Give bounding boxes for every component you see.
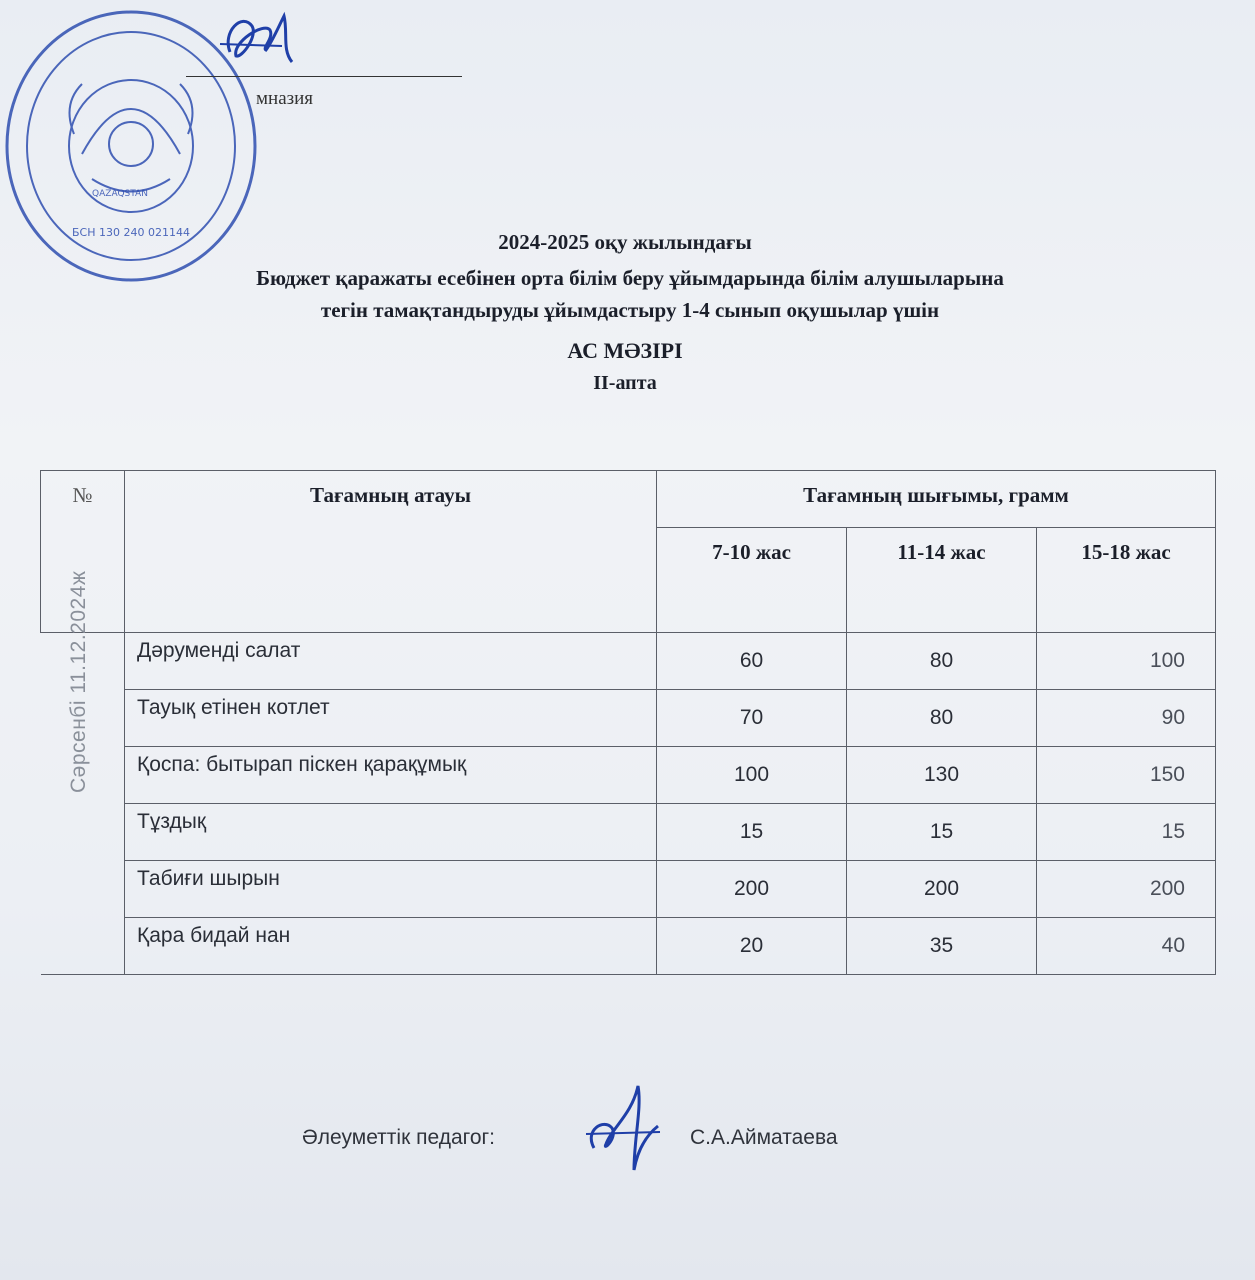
yield-15-18: 100 [1037, 633, 1216, 690]
dish-name: Тұздық [125, 804, 657, 861]
svg-text:БСН 130 240 021144: БСН 130 240 021144 [72, 226, 190, 239]
yield-11-14: 80 [847, 690, 1037, 747]
academic-year: 2024-2025 оқу жылындағы [498, 230, 752, 254]
dish-name: Табиғи шырын [125, 861, 657, 918]
header-age-15-18: 15-18 жас [1037, 528, 1216, 633]
header-age-11-14: 11-14 жас [847, 528, 1037, 633]
week-label: ІІ-апта [593, 372, 657, 394]
yield-11-14: 15 [847, 804, 1037, 861]
day-label: Сәрсенбі 11.12.2024ж [66, 570, 90, 793]
menu-table [40, 470, 1216, 975]
yield-7-10: 200 [657, 861, 847, 918]
table-row [41, 633, 1216, 690]
header-age-7-10: 7-10 жас [657, 528, 847, 633]
yield-7-10: 15 [657, 804, 847, 861]
yield-7-10: 70 [657, 690, 847, 747]
header-dish-name: Тағамның атауы [125, 471, 657, 633]
table-row [41, 918, 1216, 975]
yield-15-18: 15 [1037, 804, 1216, 861]
dish-name: Қара бидай нан [125, 918, 657, 975]
yield-7-10: 20 [657, 918, 847, 975]
yield-11-14: 130 [847, 747, 1037, 804]
footer [0, 1124, 1255, 1184]
yield-15-18: 150 [1037, 747, 1216, 804]
dish-name: Дәруменді салат [125, 633, 657, 690]
table-row [41, 861, 1216, 918]
yield-7-10: 60 [657, 633, 847, 690]
menu-title: АС МӘЗІРІ [567, 338, 683, 363]
yield-15-18: 90 [1037, 690, 1216, 747]
pedagogue-signature-icon [576, 1078, 676, 1188]
yield-11-14: 200 [847, 861, 1037, 918]
school-name-fragment: мназия [256, 88, 314, 109]
title-line-1: Бюджет қаражаты есебінен орта білім беру ұйымдарында білім алушыларына [256, 266, 1004, 290]
yield-15-18: 40 [1037, 918, 1216, 975]
table-row [41, 747, 1216, 804]
title-line-2: тегін тамақтандыруды ұйымдастыру 1-4 сынып оқушылар үшін [320, 298, 940, 322]
table-row [41, 690, 1216, 747]
dish-name: Тауық етінен котлет [125, 690, 657, 747]
header-number: № [41, 471, 125, 633]
yield-7-10: 100 [657, 747, 847, 804]
svg-text:QAZAQSTAN: QAZAQSTAN [92, 189, 148, 199]
header-yield: Тағамның шығымы, грамм [657, 471, 1216, 528]
social-pedagogue-label: Әлеуметтік педагог: [302, 1126, 495, 1149]
day-cell [41, 570, 125, 975]
pedagogue-name: С.А.Айматаева [690, 1126, 838, 1149]
yield-15-18: 200 [1037, 861, 1216, 918]
signature-line [186, 76, 462, 77]
yield-11-14: 35 [847, 918, 1037, 975]
table-row [41, 804, 1216, 861]
yield-11-14: 80 [847, 633, 1037, 690]
director-signature-icon [212, 2, 312, 80]
dish-name: Қоспа: бытырап піскен қарақұмық [125, 747, 657, 804]
